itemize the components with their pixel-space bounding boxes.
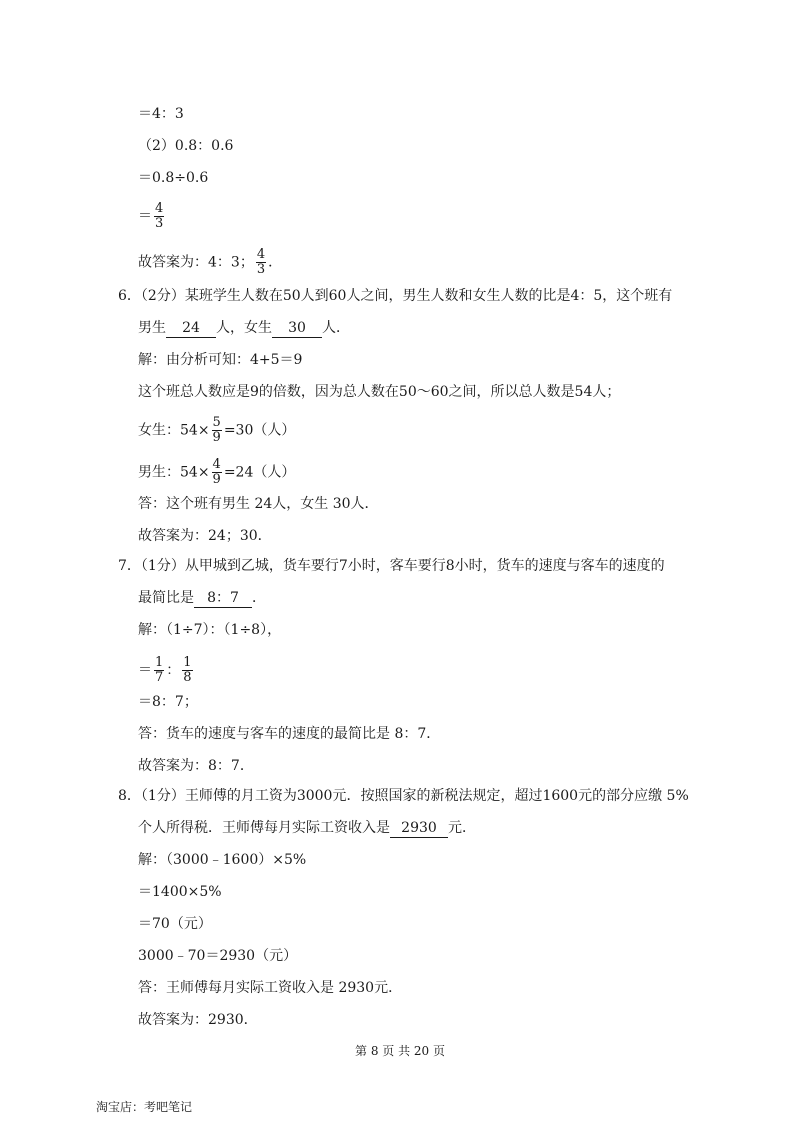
question-7-stem: 7．（1分）从甲城到乙城，货车要行7小时，客车要行8小时，货车的速度与客车的速度的 <box>118 558 665 574</box>
solution-line: 女生：54× $\frac{5}{9}$ =30（人） <box>138 415 296 445</box>
calc-line: ＝0.8÷0.6 <box>138 170 209 186</box>
answer-blank: 2930 <box>390 819 448 838</box>
solution-line: ＝8：7； <box>138 694 198 710</box>
solution-line: 这个班总人数应是9的倍数，因为总人数在50～60之间，所以总人数是54人； <box>138 384 621 400</box>
page-number: 第 8 页 共 20 页 <box>355 1044 445 1058</box>
final-answer: 故答案为：24；30． <box>138 528 272 544</box>
equals-sign: ＝ <box>138 208 152 225</box>
fraction: $\frac{5}{9}$ <box>212 415 221 445</box>
final-answer: 故答案为：2930． <box>138 1012 258 1028</box>
question-8-stem: 8．（1分）王师傅的月工资为3000元．按照国家的新税法规定，超过1600元的部分应缴 5% <box>118 788 689 804</box>
final-answer: 故答案为：8：7． <box>138 758 254 774</box>
answer-line: 答：货车的速度与客车的速度的最简比是 8：7． <box>138 726 441 742</box>
answer-line: 答：王师傅每月实际工资收入是 2930元． <box>138 980 403 996</box>
answer-blank: 8：7 <box>194 589 252 608</box>
solution-line: 解：（1÷7）：（1÷8）， <box>138 622 282 638</box>
solution-line: ＝1400×5% <box>138 884 222 900</box>
solution-line: ＝70（元） <box>138 916 212 932</box>
question-6-blanks: 男生 24 人，女生 30 人． <box>138 320 350 336</box>
solution-line: 3000﹣70＝2930（元） <box>138 948 298 964</box>
question-7-blank: 最简比是 8：7 ． <box>138 590 266 606</box>
calc-line <box>138 202 166 231</box>
solution-line: ＝ $\frac{1}{7}$ ： $\frac{1}{8}$ <box>138 655 192 685</box>
calc-line: ＝4：3 <box>138 106 184 122</box>
fraction: $\frac{1}{7}$ <box>155 655 164 685</box>
fraction: $\frac{4}{9}$ <box>212 457 221 487</box>
solution-line: 男生：54× $\frac{4}{9}$ =24（人） <box>138 457 296 487</box>
answer-line: 故答案为：4：3； $\frac{4}{3}$ ． <box>138 247 283 277</box>
answer-blank: 30 <box>272 319 322 338</box>
shop-watermark: 淘宝店：考吧笔记 <box>96 1100 193 1114</box>
question-8-blank: 个人所得税．王师傅每月实际工资收入是 2930 元． <box>138 820 476 836</box>
solution-line: 解：由分析可知：4+5＝9 <box>138 352 303 368</box>
calc-line: （2）0.8：0.6 <box>138 138 234 154</box>
solution-line: 解：（3000﹣1600）×5% <box>138 852 307 868</box>
fraction: $\frac{4}{3}$ <box>256 247 266 277</box>
answer-line: 答：这个班有男生 24人，女生 30人． <box>138 496 379 512</box>
fraction: $\frac{1}{8}$ <box>183 655 192 685</box>
answer-blank: 24 <box>166 319 216 338</box>
question-6-stem: 6．（2分）某班学生人数在50人到60人之间，男生人数和女生人数的比是4：5，这个班有 <box>118 288 673 304</box>
fraction: $\frac{4}{3}$ <box>155 201 164 231</box>
